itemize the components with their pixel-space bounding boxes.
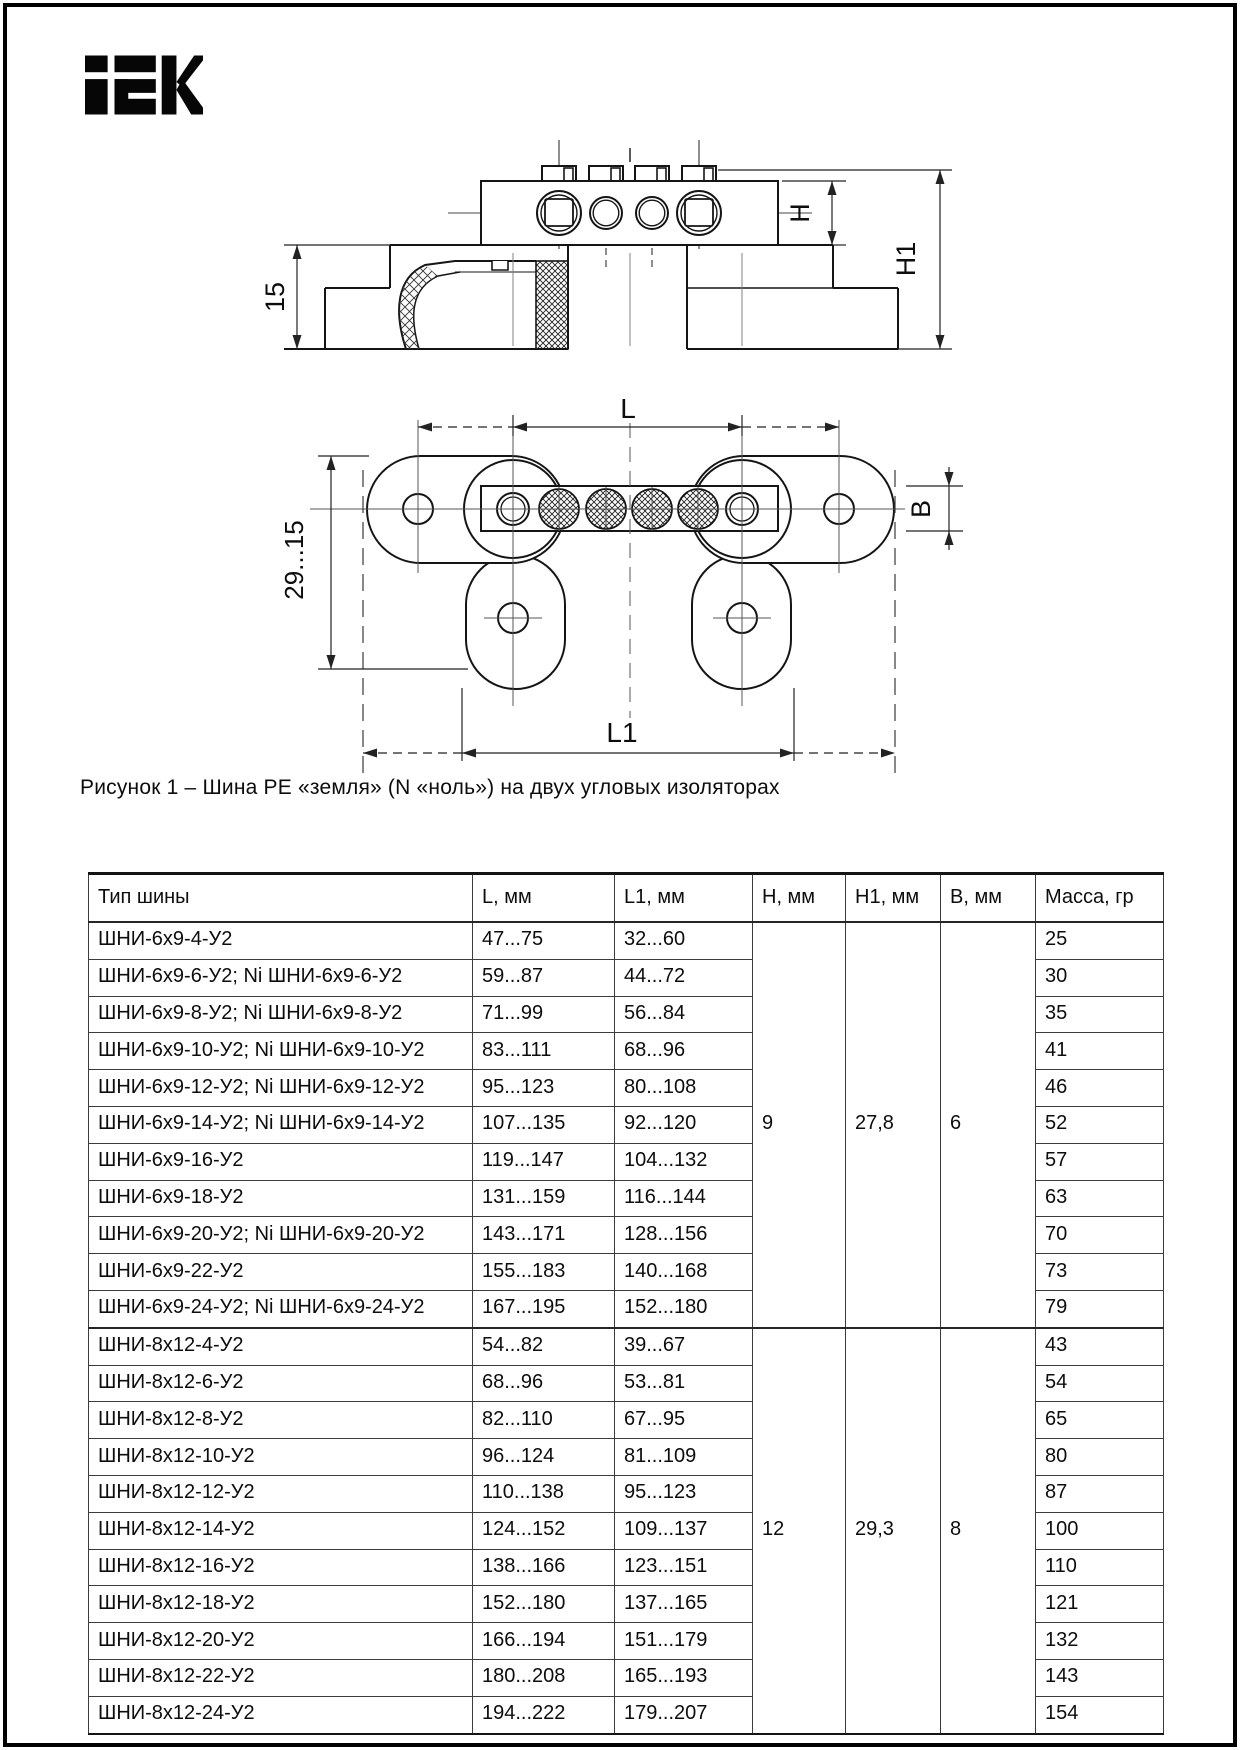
cell-l1: 67...95 [615, 1402, 753, 1439]
section-hatch-column [536, 261, 568, 349]
mount-pad-lower-left [466, 555, 565, 689]
figure-caption: Рисунок 1 – Шина PE «земля» (N «ноль») на двух угловых изоляторах [80, 776, 780, 799]
bus-bar-front [481, 181, 778, 245]
spec-table [88, 872, 1164, 1735]
cell-l1: 152...180 [615, 1290, 753, 1327]
cell-l1: 128...156 [615, 1217, 753, 1254]
col-header-l1: L1, мм [615, 874, 753, 923]
cell-b: 8 [941, 1328, 1036, 1734]
col-header-h1: H1, мм [846, 874, 941, 923]
dim-label-h1: H1 [891, 241, 921, 277]
cell-l1: 123...151 [615, 1549, 753, 1586]
dim-label-b: B [906, 499, 936, 519]
cell-l1: 53...81 [615, 1365, 753, 1402]
table-row [89, 922, 1164, 959]
cell-b: 6 [941, 922, 1036, 1328]
cell-l1: 56...84 [615, 996, 753, 1033]
cell-type: ШНИ-6x9-22-У2 [89, 1254, 473, 1291]
cell-mass: 121 [1036, 1586, 1164, 1623]
cell-mass: 65 [1036, 1402, 1164, 1439]
dim-label-29-15: 29...15 [279, 520, 309, 600]
cell-l: 59...87 [473, 959, 615, 996]
cell-l: 124...152 [473, 1512, 615, 1549]
cell-l: 166...194 [473, 1623, 615, 1660]
cell-type: ШНИ-6x9-18-У2 [89, 1180, 473, 1217]
cell-mass: 110 [1036, 1549, 1164, 1586]
col-header-type: Тип шины [89, 874, 473, 923]
cell-mass: 70 [1036, 1217, 1164, 1254]
cell-l1: 39...67 [615, 1328, 753, 1365]
cell-type: ШНИ-6x9-16-У2 [89, 1143, 473, 1180]
cell-mass: 100 [1036, 1512, 1164, 1549]
cell-l: 83...111 [473, 1033, 615, 1070]
cell-type: ШНИ-8x12-20-У2 [89, 1623, 473, 1660]
cell-type: ШНИ-8x12-14-У2 [89, 1512, 473, 1549]
cell-mass: 87 [1036, 1475, 1164, 1512]
dim-label-l: L [620, 393, 636, 424]
cell-type: ШНИ-8x12-24-У2 [89, 1696, 473, 1733]
cell-mass: 132 [1036, 1623, 1164, 1660]
cell-mass: 46 [1036, 1070, 1164, 1107]
cell-l: 71...99 [473, 996, 615, 1033]
cell-l: 107...135 [473, 1106, 615, 1143]
table-header-row [89, 874, 1164, 923]
cell-l: 96...124 [473, 1439, 615, 1476]
cell-mass: 63 [1036, 1180, 1164, 1217]
cell-mass: 143 [1036, 1659, 1164, 1696]
section-hatch [399, 265, 438, 349]
table-body [89, 922, 1164, 1734]
cell-type: ШНИ-8x12-22-У2 [89, 1659, 473, 1696]
cell-l1: 81...109 [615, 1439, 753, 1476]
cell-l: 54...82 [473, 1328, 615, 1365]
cell-type: ШНИ-8x12-18-У2 [89, 1586, 473, 1623]
insulators-front [284, 245, 898, 349]
cell-l: 68...96 [473, 1365, 615, 1402]
cell-l: 167...195 [473, 1290, 615, 1327]
cell-mass: 80 [1036, 1439, 1164, 1476]
cell-l1: 104...132 [615, 1143, 753, 1180]
cell-l1: 32...60 [615, 922, 753, 959]
cell-l: 131...159 [473, 1180, 615, 1217]
cell-l1: 116...144 [615, 1180, 753, 1217]
cell-mass: 43 [1036, 1328, 1164, 1365]
cell-l1: 179...207 [615, 1696, 753, 1733]
cell-type: ШНИ-6x9-6-У2; Ni ШНИ-6x9-6-У2 [89, 959, 473, 996]
table-row [89, 1328, 1164, 1365]
cell-l1: 165...193 [615, 1659, 753, 1696]
cell-type: ШНИ-6x9-8-У2; Ni ШНИ-6x9-8-У2 [89, 996, 473, 1033]
cell-mass: 73 [1036, 1254, 1164, 1291]
cell-h1: 27,8 [846, 922, 941, 1328]
cell-mass: 35 [1036, 996, 1164, 1033]
clamp-tops [542, 166, 716, 181]
cell-type: ШНИ-6x9-24-У2; Ni ШНИ-6x9-24-У2 [89, 1290, 473, 1327]
cell-type: ШНИ-8x12-6-У2 [89, 1365, 473, 1402]
col-header-b: B, мм [941, 874, 1036, 923]
cell-l: 110...138 [473, 1475, 615, 1512]
cell-type: ШНИ-8x12-12-У2 [89, 1475, 473, 1512]
cell-h: 12 [753, 1328, 846, 1734]
cell-type: ШНИ-8x12-10-У2 [89, 1439, 473, 1476]
cell-type: ШНИ-8x12-8-У2 [89, 1402, 473, 1439]
cell-h: 9 [753, 922, 846, 1328]
cell-l1: 80...108 [615, 1070, 753, 1107]
cell-mass: 30 [1036, 959, 1164, 996]
cell-l: 47...75 [473, 922, 615, 959]
cell-l: 119...147 [473, 1143, 615, 1180]
cell-mass: 54 [1036, 1365, 1164, 1402]
cell-l1: 109...137 [615, 1512, 753, 1549]
cell-l: 82...110 [473, 1402, 615, 1439]
cell-l: 143...171 [473, 1217, 615, 1254]
cell-l1: 44...72 [615, 959, 753, 996]
dim-label-h: H [785, 203, 815, 223]
cell-type: ШНИ-6x9-10-У2; Ni ШНИ-6x9-10-У2 [89, 1033, 473, 1070]
col-header-l: L, мм [473, 874, 615, 923]
cell-l: 194...222 [473, 1696, 615, 1733]
dim-label-15: 15 [260, 281, 290, 313]
technical-drawing [0, 118, 1240, 778]
iek-logo [85, 55, 203, 115]
cell-l1: 68...96 [615, 1033, 753, 1070]
cell-mass: 41 [1036, 1033, 1164, 1070]
cell-l1: 151...179 [615, 1623, 753, 1660]
cell-l: 155...183 [473, 1254, 615, 1291]
cell-type: ШНИ-8x12-4-У2 [89, 1328, 473, 1365]
cell-h1: 29,3 [846, 1328, 941, 1734]
cell-type: ШНИ-6x9-12-У2; Ni ШНИ-6x9-12-У2 [89, 1070, 473, 1107]
cell-type: ШНИ-8x12-16-У2 [89, 1549, 473, 1586]
cell-l1: 92...120 [615, 1106, 753, 1143]
cell-l: 95...123 [473, 1070, 615, 1107]
cell-mass: 79 [1036, 1290, 1164, 1327]
cell-l1: 137...165 [615, 1586, 753, 1623]
cell-l: 152...180 [473, 1586, 615, 1623]
col-header-h: H, мм [753, 874, 846, 923]
cell-mass: 57 [1036, 1143, 1164, 1180]
cell-type: ШНИ-6x9-14-У2; Ni ШНИ-6x9-14-У2 [89, 1106, 473, 1143]
cell-l: 138...166 [473, 1549, 615, 1586]
cell-mass: 25 [1036, 922, 1164, 959]
cell-l1: 95...123 [615, 1475, 753, 1512]
col-header-mass: Масса, гр [1036, 874, 1164, 923]
cell-mass: 154 [1036, 1696, 1164, 1733]
cell-l1: 140...168 [615, 1254, 753, 1291]
cell-type: ШНИ-6x9-4-У2 [89, 922, 473, 959]
cell-l: 180...208 [473, 1659, 615, 1696]
cell-mass: 52 [1036, 1106, 1164, 1143]
dim-label-l1: L1 [606, 717, 638, 748]
cell-type: ШНИ-6x9-20-У2; Ni ШНИ-6x9-20-У2 [89, 1217, 473, 1254]
